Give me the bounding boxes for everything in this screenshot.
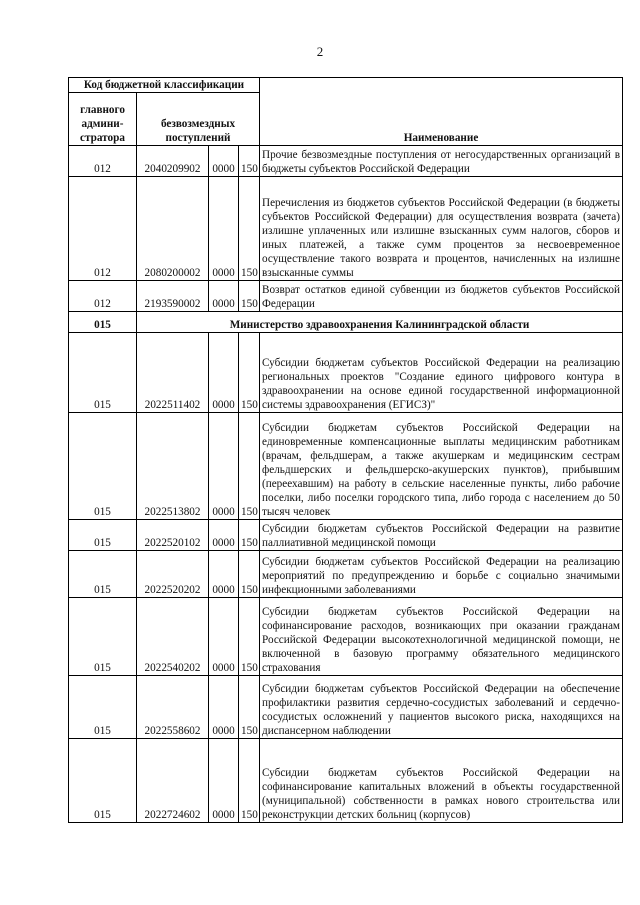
header-admin-text: главного админи-стратора <box>80 104 125 144</box>
admin-code-cell: 015 <box>69 551 137 598</box>
description-cell: Прочие безвозмездные поступления от негосударственных организаций в бюджеты субъектов Российской Федерации <box>260 146 623 177</box>
description-cell: Возврат остатков единой субвенции из бюджетов субъектов Российской Федерации <box>260 281 623 312</box>
description-cell: Субсидии бюджетам субъектов Российской Федерации на реализацию мероприятий по предупреждению и борьбе с социально значимыми инфекционными заболеваниями <box>260 551 623 598</box>
subtype-code-cell: 0000 <box>209 177 239 281</box>
subtype-code-cell: 0000 <box>209 333 239 413</box>
table-row <box>69 333 623 413</box>
ministry-row <box>69 312 623 333</box>
description-cell: Субсидии бюджетам субъектов Российской Федерации на софинансирование капитальных вложений в объекты государственной (муниципальной) собственности в рамках нового строительства или реконструкции детских больниц (корпусов) <box>260 739 623 823</box>
description-cell: Субсидии бюджетам субъектов Российской Федерации на обеспечение профилактики развития сердечно-сосудистых заболеваний и сердечно-сосудистых осложнений у пациентов высокого риска, находящихся на диспансерном наблюдении <box>260 676 623 739</box>
table-row <box>69 520 623 551</box>
description-cell: Субсидии бюджетам субъектов Российской Федерации на реализацию региональных проектов "Создание единого цифрового контура в здравоохранении на основе единой государственной информационной системы здравоохранения (ЕГИСЗ)" <box>260 333 623 413</box>
description-cell: Субсидии бюджетам субъектов Российской Федерации на софинансирование расходов, возникающих при оказании гражданам Российской Федерации высокотехнологичной медицинской помощи, не включенной в базовую программу обязательного медицинского страхования <box>260 598 623 676</box>
admin-code-cell: 015 <box>69 598 137 676</box>
description-cell: Субсидии бюджетам субъектов Российской Федерации на единовременные компенсационные выплаты медицинским работникам (врачам, фельдшерам, а также акушеркам и медицинским сестрам фельдшерских и фельдшерско-акушерских пунктов), прибывшим (переехавшим) на работу в сельские населенные пункты, либо рабочие поселки, либо поселки городского типа, либо города с населением до 50 тысяч человек <box>260 413 623 520</box>
revenue-code-cell: 2022540202 <box>137 598 209 676</box>
page-number: 2 <box>316 44 324 59</box>
table-row <box>69 413 623 520</box>
kosgu-code-cell: 150 <box>239 146 260 177</box>
description-cell: Субсидии бюджетам субъектов Российской Федерации на развитие паллиативной медицинской помощи <box>260 520 623 551</box>
subtype-code-cell: 0000 <box>209 413 239 520</box>
budget-classification-table <box>68 77 623 823</box>
subtype-code-cell: 0000 <box>209 146 239 177</box>
admin-code-cell: 012 <box>69 177 137 281</box>
subtype-code-cell: 0000 <box>209 676 239 739</box>
description-cell: Перечисления из бюджетов субъектов Российской Федерации (в бюджеты субъектов Российской Федерации) для осуществления возврата (зачета) излишне уплаченных или излишне взысканных сумм налогов, сборов и иных платежей, а также сумм процентов за несвоевременное осуществление такого возврата и процентов, начисленных на излишне взысканные суммы <box>260 177 623 281</box>
header-revenues <box>137 93 260 146</box>
kosgu-code-cell: 150 <box>239 676 260 739</box>
revenue-code-cell: 2022513802 <box>137 413 209 520</box>
revenue-code-cell: 2022558602 <box>137 676 209 739</box>
kosgu-code-cell: 150 <box>239 333 260 413</box>
kosgu-code-cell: 150 <box>239 520 260 551</box>
admin-code-cell: 015 <box>69 333 137 413</box>
kosgu-code-cell: 150 <box>239 281 260 312</box>
revenue-code-cell: 2022511402 <box>137 333 209 413</box>
header-code-group: Код бюджетной классификации <box>69 78 260 93</box>
revenue-code-cell: 2080200002 <box>137 177 209 281</box>
kosgu-code-cell: 150 <box>239 413 260 520</box>
table-body <box>69 146 623 823</box>
revenue-code-cell: 2022520102 <box>137 520 209 551</box>
revenue-code-cell: 2040209902 <box>137 146 209 177</box>
table-row <box>69 551 623 598</box>
revenue-code-cell: 2193590002 <box>137 281 209 312</box>
header-name: Наименование <box>260 78 623 146</box>
subtype-code-cell: 0000 <box>209 598 239 676</box>
table-row <box>69 177 623 281</box>
kosgu-code-cell: 150 <box>239 598 260 676</box>
ministry-admin-code: 015 <box>69 312 137 333</box>
table-row <box>69 146 623 177</box>
subtype-code-cell: 0000 <box>209 520 239 551</box>
kosgu-code-cell: 150 <box>239 551 260 598</box>
table-row <box>69 739 623 823</box>
subtype-code-cell: 0000 <box>209 739 239 823</box>
header-admin <box>69 93 137 146</box>
admin-code-cell: 015 <box>69 413 137 520</box>
header-revenues-text: безвозмездных поступлений <box>160 118 236 144</box>
table-row <box>69 676 623 739</box>
kosgu-code-cell: 150 <box>239 177 260 281</box>
admin-code-cell: 012 <box>69 281 137 312</box>
table-row <box>69 598 623 676</box>
subtype-code-cell: 0000 <box>209 281 239 312</box>
table-row <box>69 281 623 312</box>
admin-code-cell: 015 <box>69 739 137 823</box>
subtype-code-cell: 0000 <box>209 551 239 598</box>
admin-code-cell: 015 <box>69 676 137 739</box>
admin-code-cell: 012 <box>69 146 137 177</box>
admin-code-cell: 015 <box>69 520 137 551</box>
revenue-code-cell: 2022520202 <box>137 551 209 598</box>
kosgu-code-cell: 150 <box>239 739 260 823</box>
revenue-code-cell: 2022724602 <box>137 739 209 823</box>
ministry-title: Министерство здравоохранения Калининградской области <box>137 312 623 333</box>
